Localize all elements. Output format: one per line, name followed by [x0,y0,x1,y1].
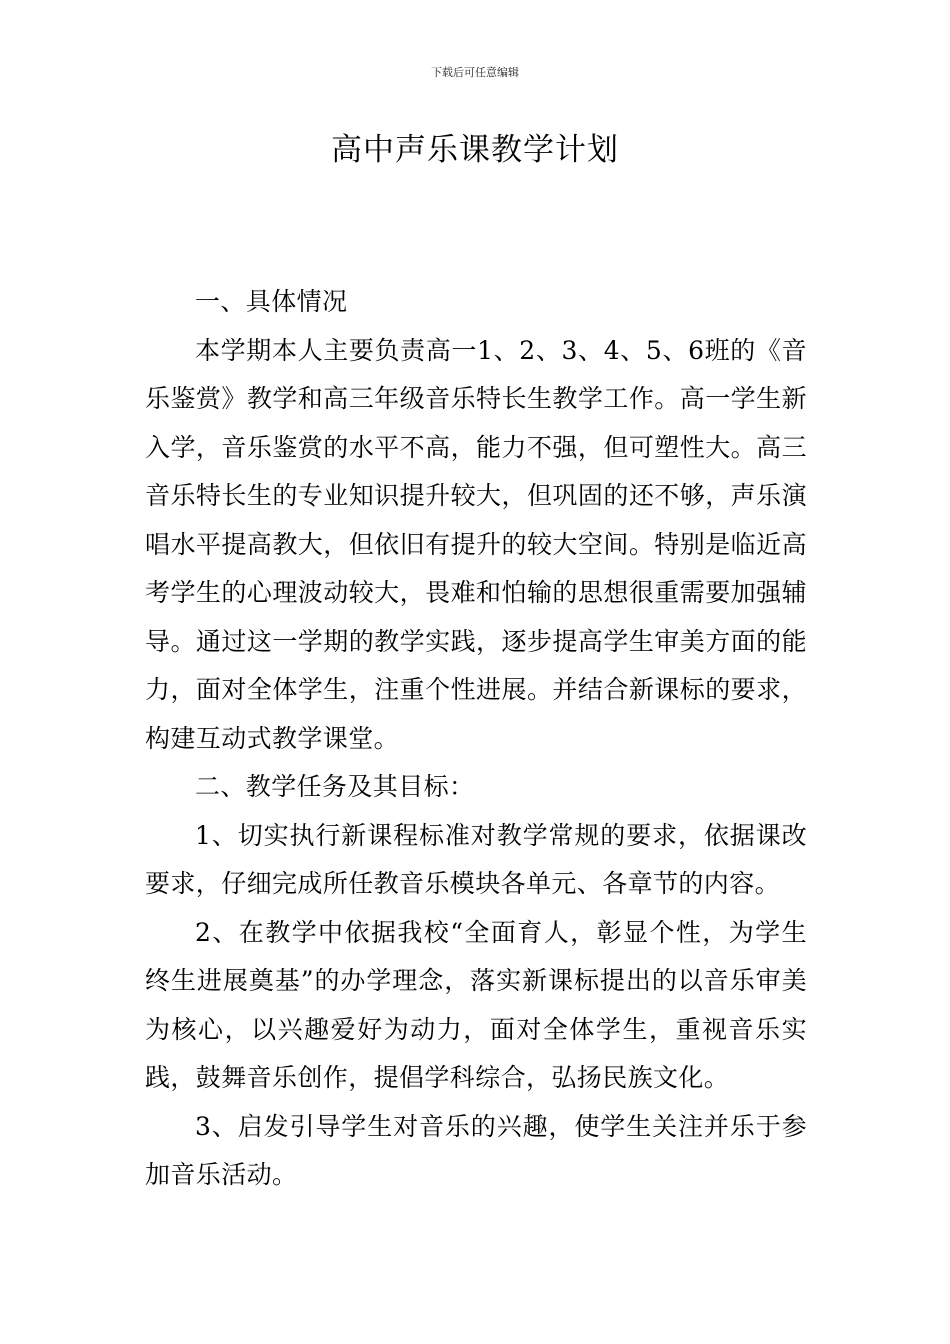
paragraph-task-2: 2、在教学中依据我校“全面育人，彰显个性，为学生终生进展奠基”的办学理念，落实新课标提出的以音乐审美为核心，以兴趣爱好为动力，面对全体学生，重视音乐实践，鼓舞音乐创作，提倡学科综合，弘扬民族文化。 [145,917,807,1092]
header-note: 下载后可任意编辑 [431,66,519,79]
paragraph-task-1: 1、切实执行新课程标准对教学常规的要求，依据课改要求，仔细完成所任教音乐模块各单元、各章节的内容。 [145,820,807,898]
document-title: 高中声乐课教学计划 [331,132,619,168]
paragraph-task-3: 3、启发引导学生对音乐的兴趣，使学生关注并乐于参加音乐活动。 [145,1111,807,1189]
document-body [145,278,807,1200]
paragraph-situation: 本学期本人主要负责高一1、2、3、4、5、6班的《音乐鉴赏》教学和高三年级音乐特长生教学工作。高一学生新入学，音乐鉴赏的水平不高，能力不强，但可塑性大。高三音乐特长生的专业知识提升较大，但巩固的还不够，声乐演唱水平提高教大，但依旧有提升的较大空间。特别是临近高考学生的心理波动较大，畏难和怕输的思想很重需要加强辅导。通过这一学期的教学实践，逐步提高学生审美方面的能力，面对全体学生，注重个性进展。并结合新课标的要求，构建互动式教学课堂。 [145,335,807,753]
section-heading-tasks: 二、教学任务及其目标： [195,772,475,801]
section-heading-situation: 一、具体情况 [195,287,348,316]
